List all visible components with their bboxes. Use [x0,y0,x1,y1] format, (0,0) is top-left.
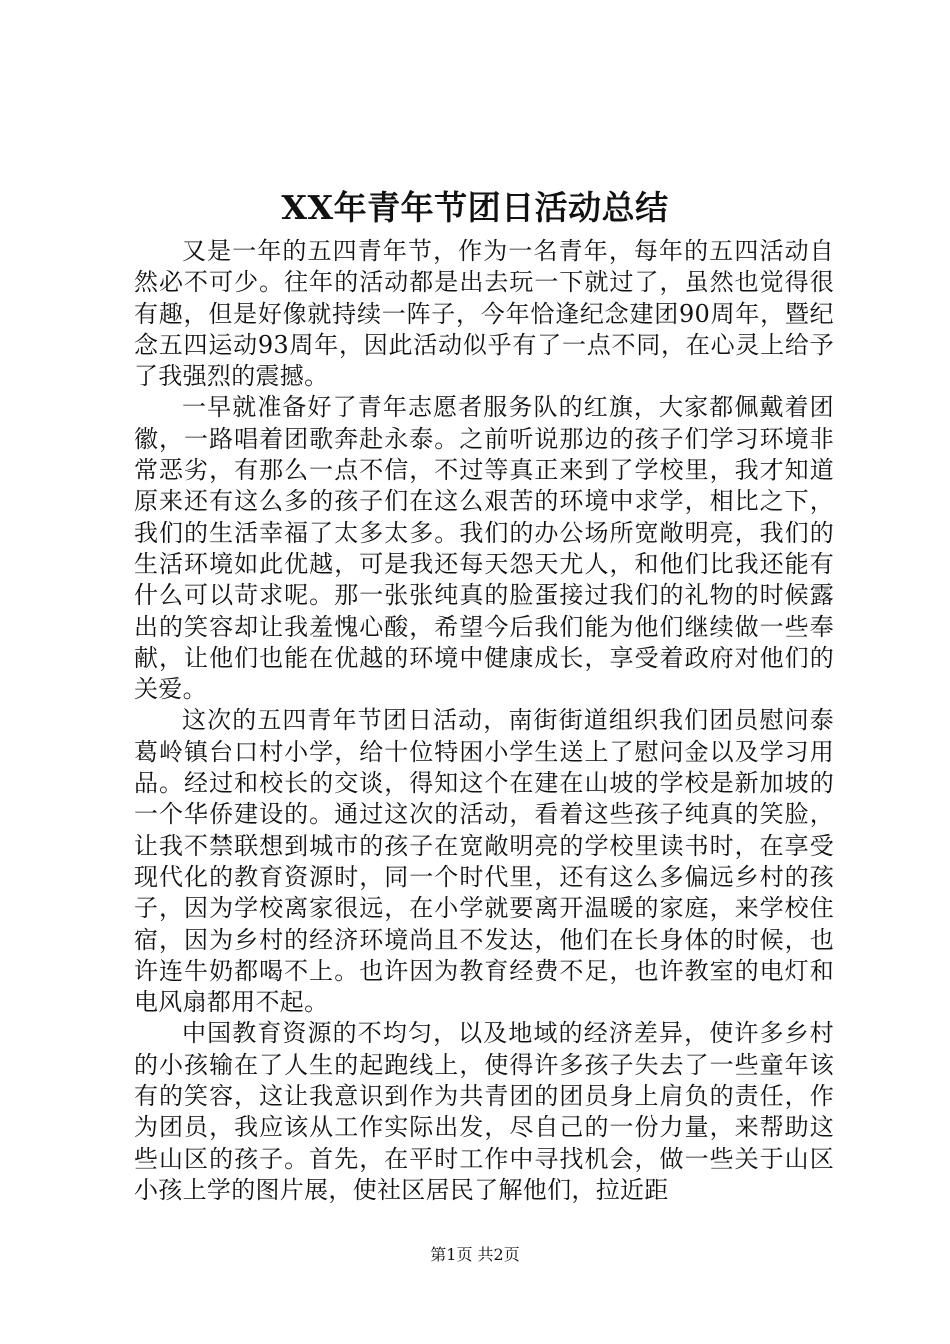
paragraph-4: 中国教育资源的不均匀，以及地域的经济差异，使许多乡村的小孩输在了人生的起跑线上，使得许多孩子失去了一些童年该有的笑容，这让我意识到作为共青团的团员身上肩负的责任，作为团员，我应该从工作实际出发，尽自己的一份力量，来帮助这些山区的孩子。首先，在平时工作中寻找机会，做一些关于山区小孩上学的图片展，使社区居民了解他们，拉近距 [134,1019,834,1204]
paragraph-1: 又是一年的五四青年节，作为一名青年，每年的五四活动自然必不可少。往年的活动都是出去玩一下就过了，虽然也觉得很有趣，但是好像就持续一阵子，今年恰逢纪念建团90周年，暨纪念五四运动93周年，因此活动似乎有了一点不同，在心灵上给予了我强烈的震撼。 [134,237,834,391]
paragraph-3: 这次的五四青年节团日活动，南街街道组织我们团员慰问泰葛岭镇台口村小学，给十位特困小学生送上了慰问金以及学习用品。经过和校长的交谈，得知这个在建在山坡的学校是新加坡的一个华侨建设的。通过这次的活动，看着这些孩子纯真的笑脸，让我不禁联想到城市的孩子在宽敞明亮的学校里读书时，在享受现代化的教育资源时，同一个时代里，还有这么多偏远乡村的孩子，因为学校离家很远，在小学就要离开温暖的家庭，来学校住宿，因为乡村的经济环境尚且不发达，他们在长身体的时候，也许连牛奶都喝不上。也许因为教育经费不足，也许教室的电灯和电风扇都用不起。 [134,706,834,1017]
document-title: XX年青年节团日活动总结 [281,188,669,227]
document-body [134,236,834,1206]
paragraph-2: 一早就准备好了青年志愿者服务队的红旗，大家都佩戴着团徽，一路唱着团歌奔赴永泰。之前听说那边的孩子们学习环境非常恶劣，有那么一点不信，不过等真正来到了学校里，我才知道原来还有这么多的孩子们在这么艰苦的环境中求学，相比之下，我们的生活幸福了太多太多。我们的办公场所宽敞明亮，我们的生活环境如此优越，可是我还每天怨天尤人，和他们比我还能有什么可以苛求呢。那一张张纯真的脸蛋接过我们的礼物的时候露出的笑容却让我羞愧心酸，希望今后我们能为他们继续做一些奉献，让他们也能在优越的环境中健康成长，享受着政府对他们的关爱。 [134,393,834,704]
page-number: 第1页 共2页 [430,1245,520,1264]
